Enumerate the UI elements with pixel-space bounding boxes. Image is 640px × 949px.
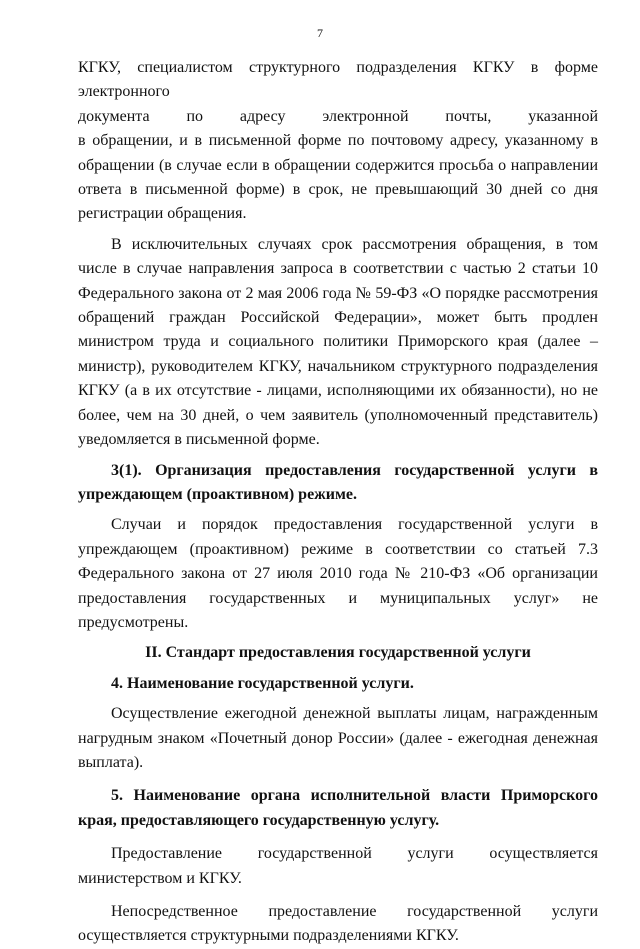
paragraph: Осуществление ежегодной денежной выплаты лицам, награжденным нагрудным знаком «Почетный донор России» (далее - ежегодная денежная выплата). — [78, 705, 598, 771]
paragraph: В исключительных случаях срок рассмотрения обращения, в том числе в случае направления запроса в соответствии с частью 2 статьи 10 Федерального закона от 2 мая 2006 года № 59-ФЗ «О порядке рассмотрения обращений граждан Российской Федерации», может быть продлен министром труда и социального политики Приморского края (далее – министр), руководителем КГКУ, начальником структурного подразделения КГКУ (а в их отсутствие - лицами, исполняющими их обязанности), но не более, чем на 30 дней, о чем заявитель (уполномоченный представитель) уведомляется в письменной форме. — [78, 235, 598, 449]
section-heading: 5. Наименование органа исполнительной власти Приморского края, предоставляющего государственную услугу. — [78, 787, 598, 829]
paragraph: Предоставление государственной услуги осуществляется министерством и КГКУ. — [78, 845, 598, 887]
paragraph: Случаи и порядок предоставления государственной услуги в упреждающем (проактивном) режиме в соответствии со статьей 7.3 Федерального закона от 27 июля 2010 года № 210-ФЗ «Об организации предоставления государственных и муниципальных услуг» не предусмотрены. — [78, 516, 598, 631]
section-heading: 3(1). Организация предоставления государственной услуги в упреждающем (проактивном) режиме. — [78, 461, 598, 503]
section-heading: 4. Наименование государственной услуги. — [111, 674, 414, 692]
paragraph: в обращении, и в письменной форме по почтовому адресу, указанному в обращении (в случае если в обращении содержится просьба о направлении ответа в письменной форме) в срок, не превышающий 30 дней со дня регистрации обращения. — [78, 132, 598, 223]
document-body — [78, 56, 598, 949]
page-number: 7 — [317, 26, 323, 40]
section-title: II. Стандарт предоставления государственной услуги — [145, 644, 531, 662]
paragraph-line: документа по адресу электронной почты, указанной — [78, 107, 598, 125]
paragraph: Непосредственное предоставление государственной услуги осуществляется структурными подразделениями КГКУ. — [78, 903, 598, 945]
paragraph-line: КГКУ, специалистом структурного подразделения КГКУ в форме электронного — [78, 59, 598, 101]
